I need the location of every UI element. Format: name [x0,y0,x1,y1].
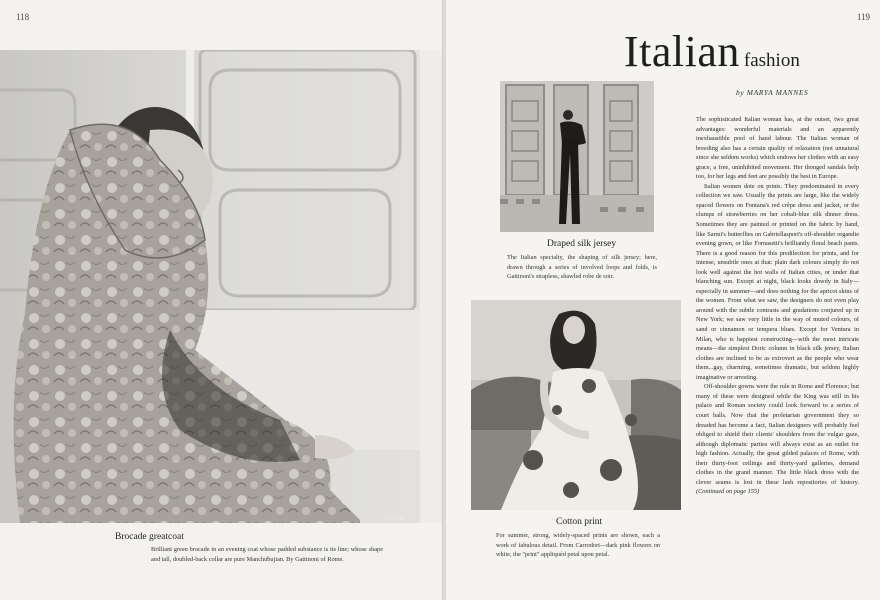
cotton-caption-text: For summer, strong, widely-spaced prints are shown, each a work of fabulous detail. From Carrodori—dark pink flowers on white, the "print" appliquéd petal upon petal. [496,532,660,558]
brocade-greatcoat-photo [0,50,442,523]
draped-silk-jersey-photo [500,81,654,232]
headline-secondary: fashion [743,50,800,71]
page-number-right: 119 [856,12,870,22]
greatcoat-caption-title: Brocade greatcoat [115,532,184,542]
article-paragraph-3-text: Off-shoulder gowns were the rule in Rome and Florence; but many of these were designed while the King was still in his palace and Roman society could look forward to a series of court balls. Now that the proletarian government they so dreaded has become a fact, Italian designers will probably feel obliged to shield their clients' shoulders from the vulgar gaze, although diplomatic parties will always exist as an outlet for high fashion. Actually, the great gilded palaces of Rome, with their thirty-foot ceilings and thirty-yard galleries, demand clothes in the grand manner. The little black dress with the clever seams is lost in these lush repositories of history. [696,383,859,486]
cotton-print-photo [471,300,681,510]
continued-note: (Continued on page 155) [696,488,760,496]
article-body [696,115,859,497]
photo-credit: COFFIN [386,516,404,521]
right-page [446,0,880,600]
headline-main: Italian [624,27,740,76]
page-number-left: 118 [16,12,30,22]
article-paragraph-1: The sophisticated Italian woman has, at the outset, two great advantages: wonderful materials and an apparently inexhaustible pool of hand labour. The Italian woman of breeding also has a certain quality of relaxation (not unnatural since she seldom works) which endows her clothes with an easy grace, a free, uninhibited movement. Her thonged sandals help too, for her legs and feet are possibly the best in Europe. [696,116,859,181]
jersey-caption-text: The Italian specialty, the shaping of silk jersey; here, drawn through a series of involved loops and folds, is Gattinoni's strapless, shawled robe de soir. [507,254,657,280]
greatcoat-caption-text: Brilliant green brocade in an evening coat whose padded substance is its line; whose shape and tall, doubled-back collar are pure Manchuḃujian. By Gattinoni of Rome. [151,546,383,563]
cotton-caption-title: Cotton print [556,517,603,527]
article-paragraph-2: Italian women dote on prints. They predominated in every collection we saw. Usually the prints are large, like the widely spaced flowers on Fontana's red crêpe dress and jacket, or the clumps of strawberries on her cobalt-blue silk dinner dress. Sometimes they are painted or printed on the fabric by hand, like Sarmi's butterflies on Gabriellasport's off-shoulder organdie evening gown, or like Fornasetti's brilliantly floral beach pants. There is a good reason for this predilection for prints, and for intense, unsubtle ones at that: plain dark colours simply do not look well against the hot walls of Italian cities, or under that blanching sun. Except at night, black looks dowdy in Italy—especially in summer—and does nothing for the apricot skins of the women. From what we saw, the designers do not even play around with the subtle contrasts and gradations conjured up in New York; we saw very little in the way of muted colours, of sand or cinnamon or tempera blues. Except for Ventura in Milan, who is happiest constructing—with the most intricate means—the simplest Doric column in black silk jersey, Italian clothes are inclined to be as extrovert as the people who wear them...gay, charming, sometimes dramatic, but seldom highly imaginative or arresting. [696,182,859,381]
jersey-caption-title: Draped silk jersey [547,239,617,249]
byline: by MARYA MANNES [736,88,809,97]
article-paragraph-3 [696,382,859,497]
article-headline [624,26,800,77]
